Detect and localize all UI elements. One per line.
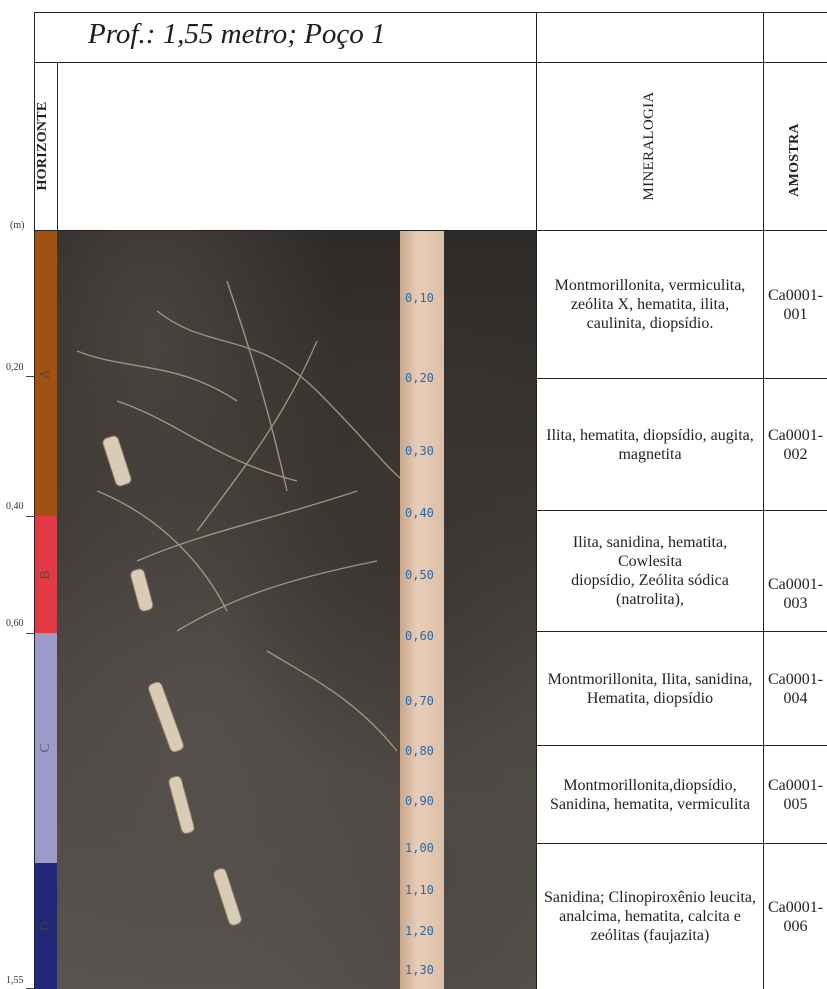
ruler-label: 0,20 [405, 371, 434, 385]
ruler-label: 0,40 [405, 506, 434, 520]
depth-mark: 1,55 [6, 975, 24, 986]
horizon-b-bar: B [35, 516, 57, 633]
ruler-label: 0,30 [405, 444, 434, 458]
depth-mark: 0,40 [6, 501, 24, 512]
sample-cell: Ca0001- 004 [767, 670, 824, 707]
horizon-a-bar: A [35, 231, 57, 516]
horizon-d-bar: D [35, 863, 57, 989]
sample-cell: Ca0001- 005 [767, 776, 824, 813]
soil-profile-photo [57, 231, 536, 989]
ruler-label: 1,00 [405, 841, 434, 855]
ruler-label: 0,50 [405, 568, 434, 582]
ruler-label: 0,10 [405, 291, 434, 305]
amostra-header: AMOSTRA [787, 123, 802, 197]
depth-unit: (m) [10, 220, 25, 231]
depth-mark: 0,60 [6, 618, 24, 629]
sample-cell: Ca0001- 003 [767, 576, 824, 612]
measuring-ruler [400, 231, 444, 989]
mineralogy-cell: Montmorillonita, Ilita, sanidina, Hematita, diopsídio [547, 670, 753, 707]
ruler-label: 0,70 [405, 694, 434, 708]
mineralogy-cell: Ilita, sanidina, hematita, Cowlesita diopsídio, Zeólita sódica (natrolita), [571, 534, 729, 608]
mineralogy-cell: Ilita, hematita, diopsídio, augita, magnetita [546, 426, 754, 463]
sample-cell: Ca0001- 006 [767, 898, 824, 935]
mineralogia-header: MINERALOGIA [641, 91, 657, 201]
ruler-label: 0,60 [405, 629, 434, 643]
ruler-label: 1,20 [405, 924, 434, 938]
mineralogy-cell: Sanidina; Clinopiroxênio leucita, analcima, hematita, calcita e zeólitas (faujazita) [544, 889, 756, 944]
sample-cell: Ca0001- 001 [767, 286, 824, 323]
mineralogy-cell: Montmorillonita, vermiculita, zeólita X, hematita, ilita, caulinita, diopsídio. [554, 277, 746, 332]
ruler-label: 1,10 [405, 883, 434, 897]
sample-cell: Ca0001- 002 [767, 426, 824, 463]
mineralogy-cell: Montmorillonita,diopsídio, Sanidina, hematita, vermiculita [550, 776, 750, 813]
ruler-label: 1,30 [405, 963, 434, 977]
profile-title: Prof.: 1,55 metro; Poço 1 [88, 18, 386, 50]
horizon-c-bar: C [35, 633, 57, 863]
horizonte-header: HORIZONTE [35, 101, 50, 191]
ruler-label: 0,90 [405, 794, 434, 808]
ruler-label: 0,80 [405, 744, 434, 758]
depth-mark: 0,20 [6, 362, 24, 373]
